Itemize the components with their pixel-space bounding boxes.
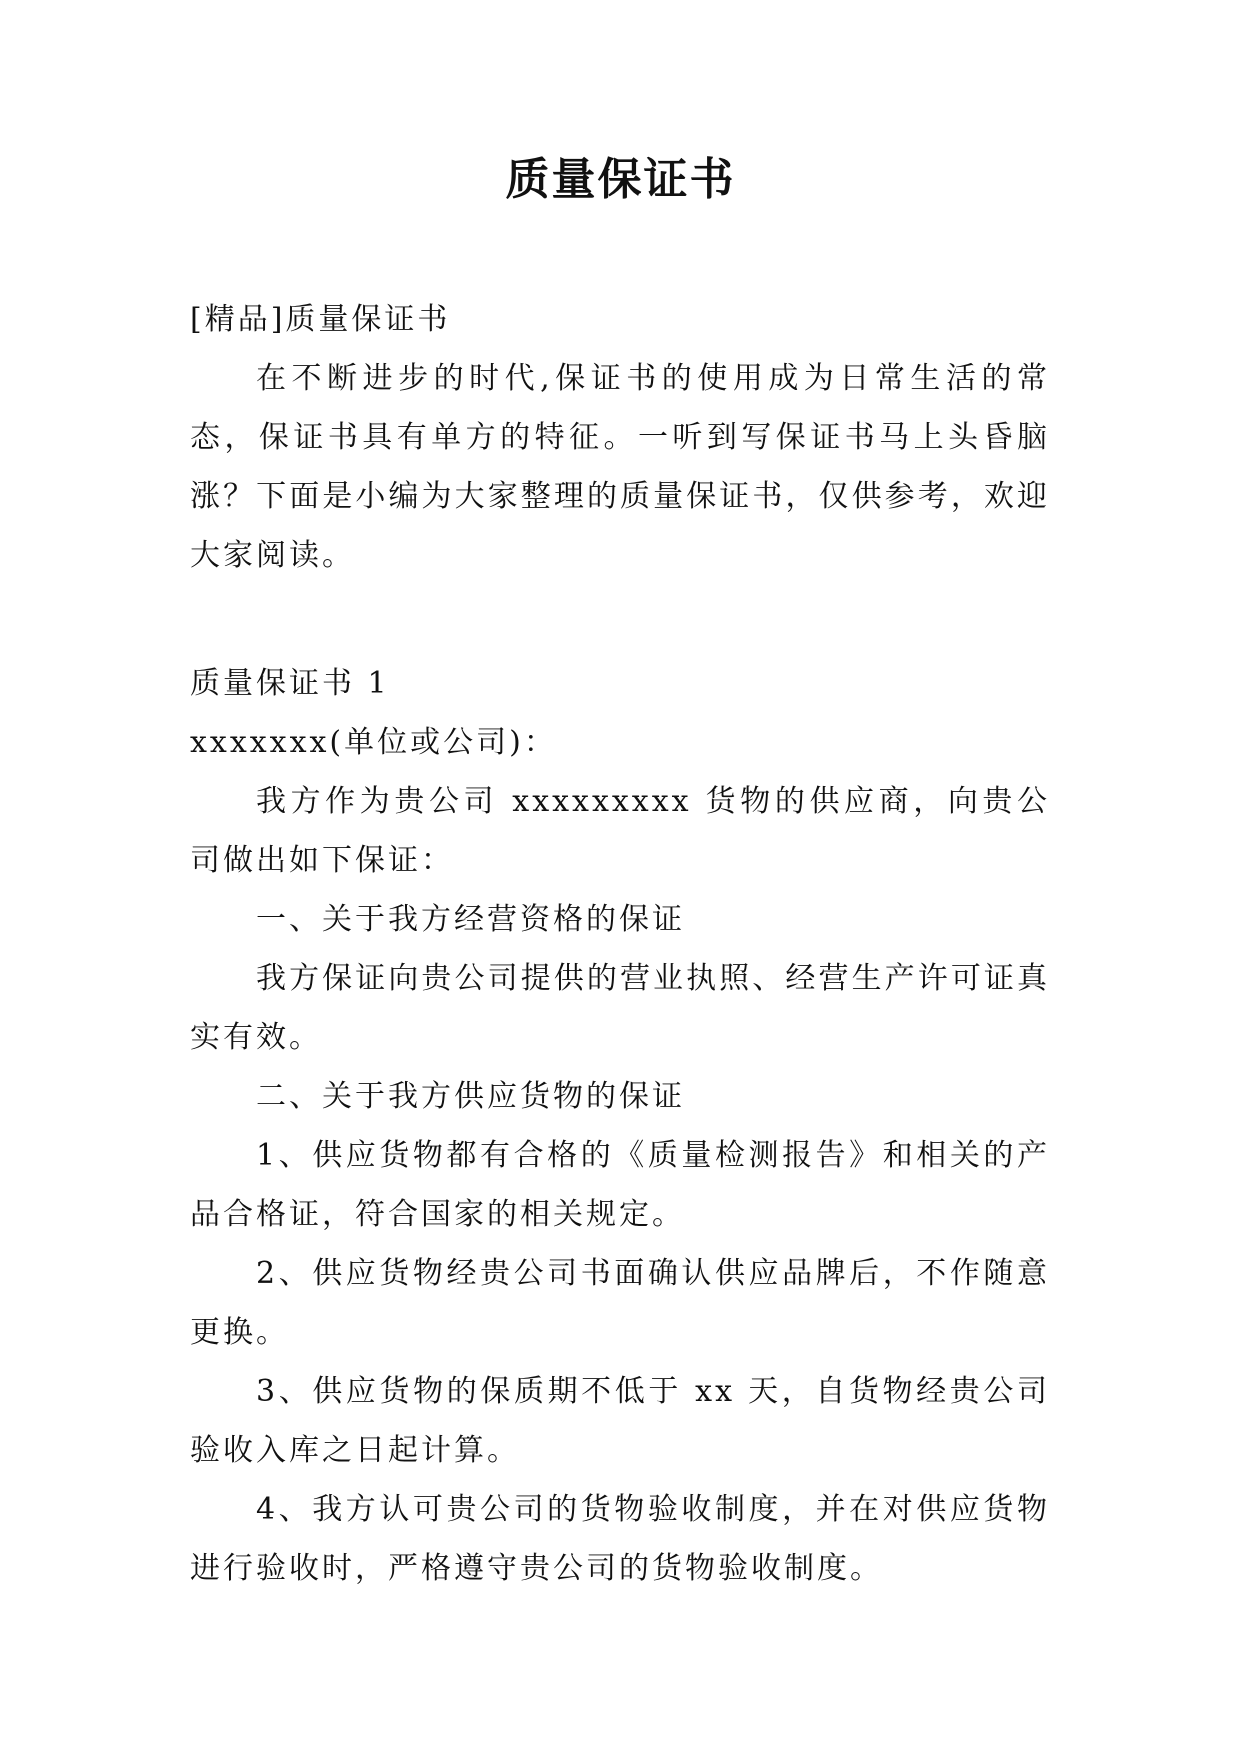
clause-item: 1、供应货物都有合格的《质量检测报告》和相关的产品合格证，符合国家的相关规定。 xyxy=(190,1138,1050,1232)
clause-item: 2、供应货物经贵公司书面确认供应品牌后，不作随意更换。 xyxy=(190,1256,1050,1350)
clause-heading: 一、关于我方经营资格的保证 xyxy=(256,902,685,937)
clause-heading: 二、关于我方供应货物的保证 xyxy=(256,1079,685,1114)
document-subtitle: [精品]质量保证书 xyxy=(190,302,451,337)
body-paragraph: 我方保证向贵公司提供的营业执照、经营生产许可证真实有效。 xyxy=(190,961,1050,1055)
section-title: 质量保证书 1 xyxy=(190,666,390,701)
body-paragraph: 我方作为贵公司 xxxxxxxxx 货物的供应商，向贵公司做出如下保证： xyxy=(190,784,1050,878)
clause-item: 4、我方认可贵公司的货物验收制度，并在对供应货物进行验收时，严格遵守贵公司的货物验收制度。 xyxy=(190,1492,1050,1586)
intro-paragraph: 在不断进步的时代,保证书的使用成为日常生活的常态，保证书具有单方的特征。一听到写保证书马上头昏脑涨？下面是小编为大家整理的质量保证书，仅供参考，欢迎大家阅读。 xyxy=(190,361,1050,573)
document-title: 质量保证书 xyxy=(505,154,736,205)
section-gap xyxy=(190,585,1050,654)
document-body xyxy=(190,290,1050,1598)
clause-item: 3、供应货物的保质期不低于 xx 天，自货物经贵公司验收入库之日起计算。 xyxy=(190,1374,1050,1468)
addressee-line: xxxxxxx(单位或公司)： xyxy=(190,725,557,760)
